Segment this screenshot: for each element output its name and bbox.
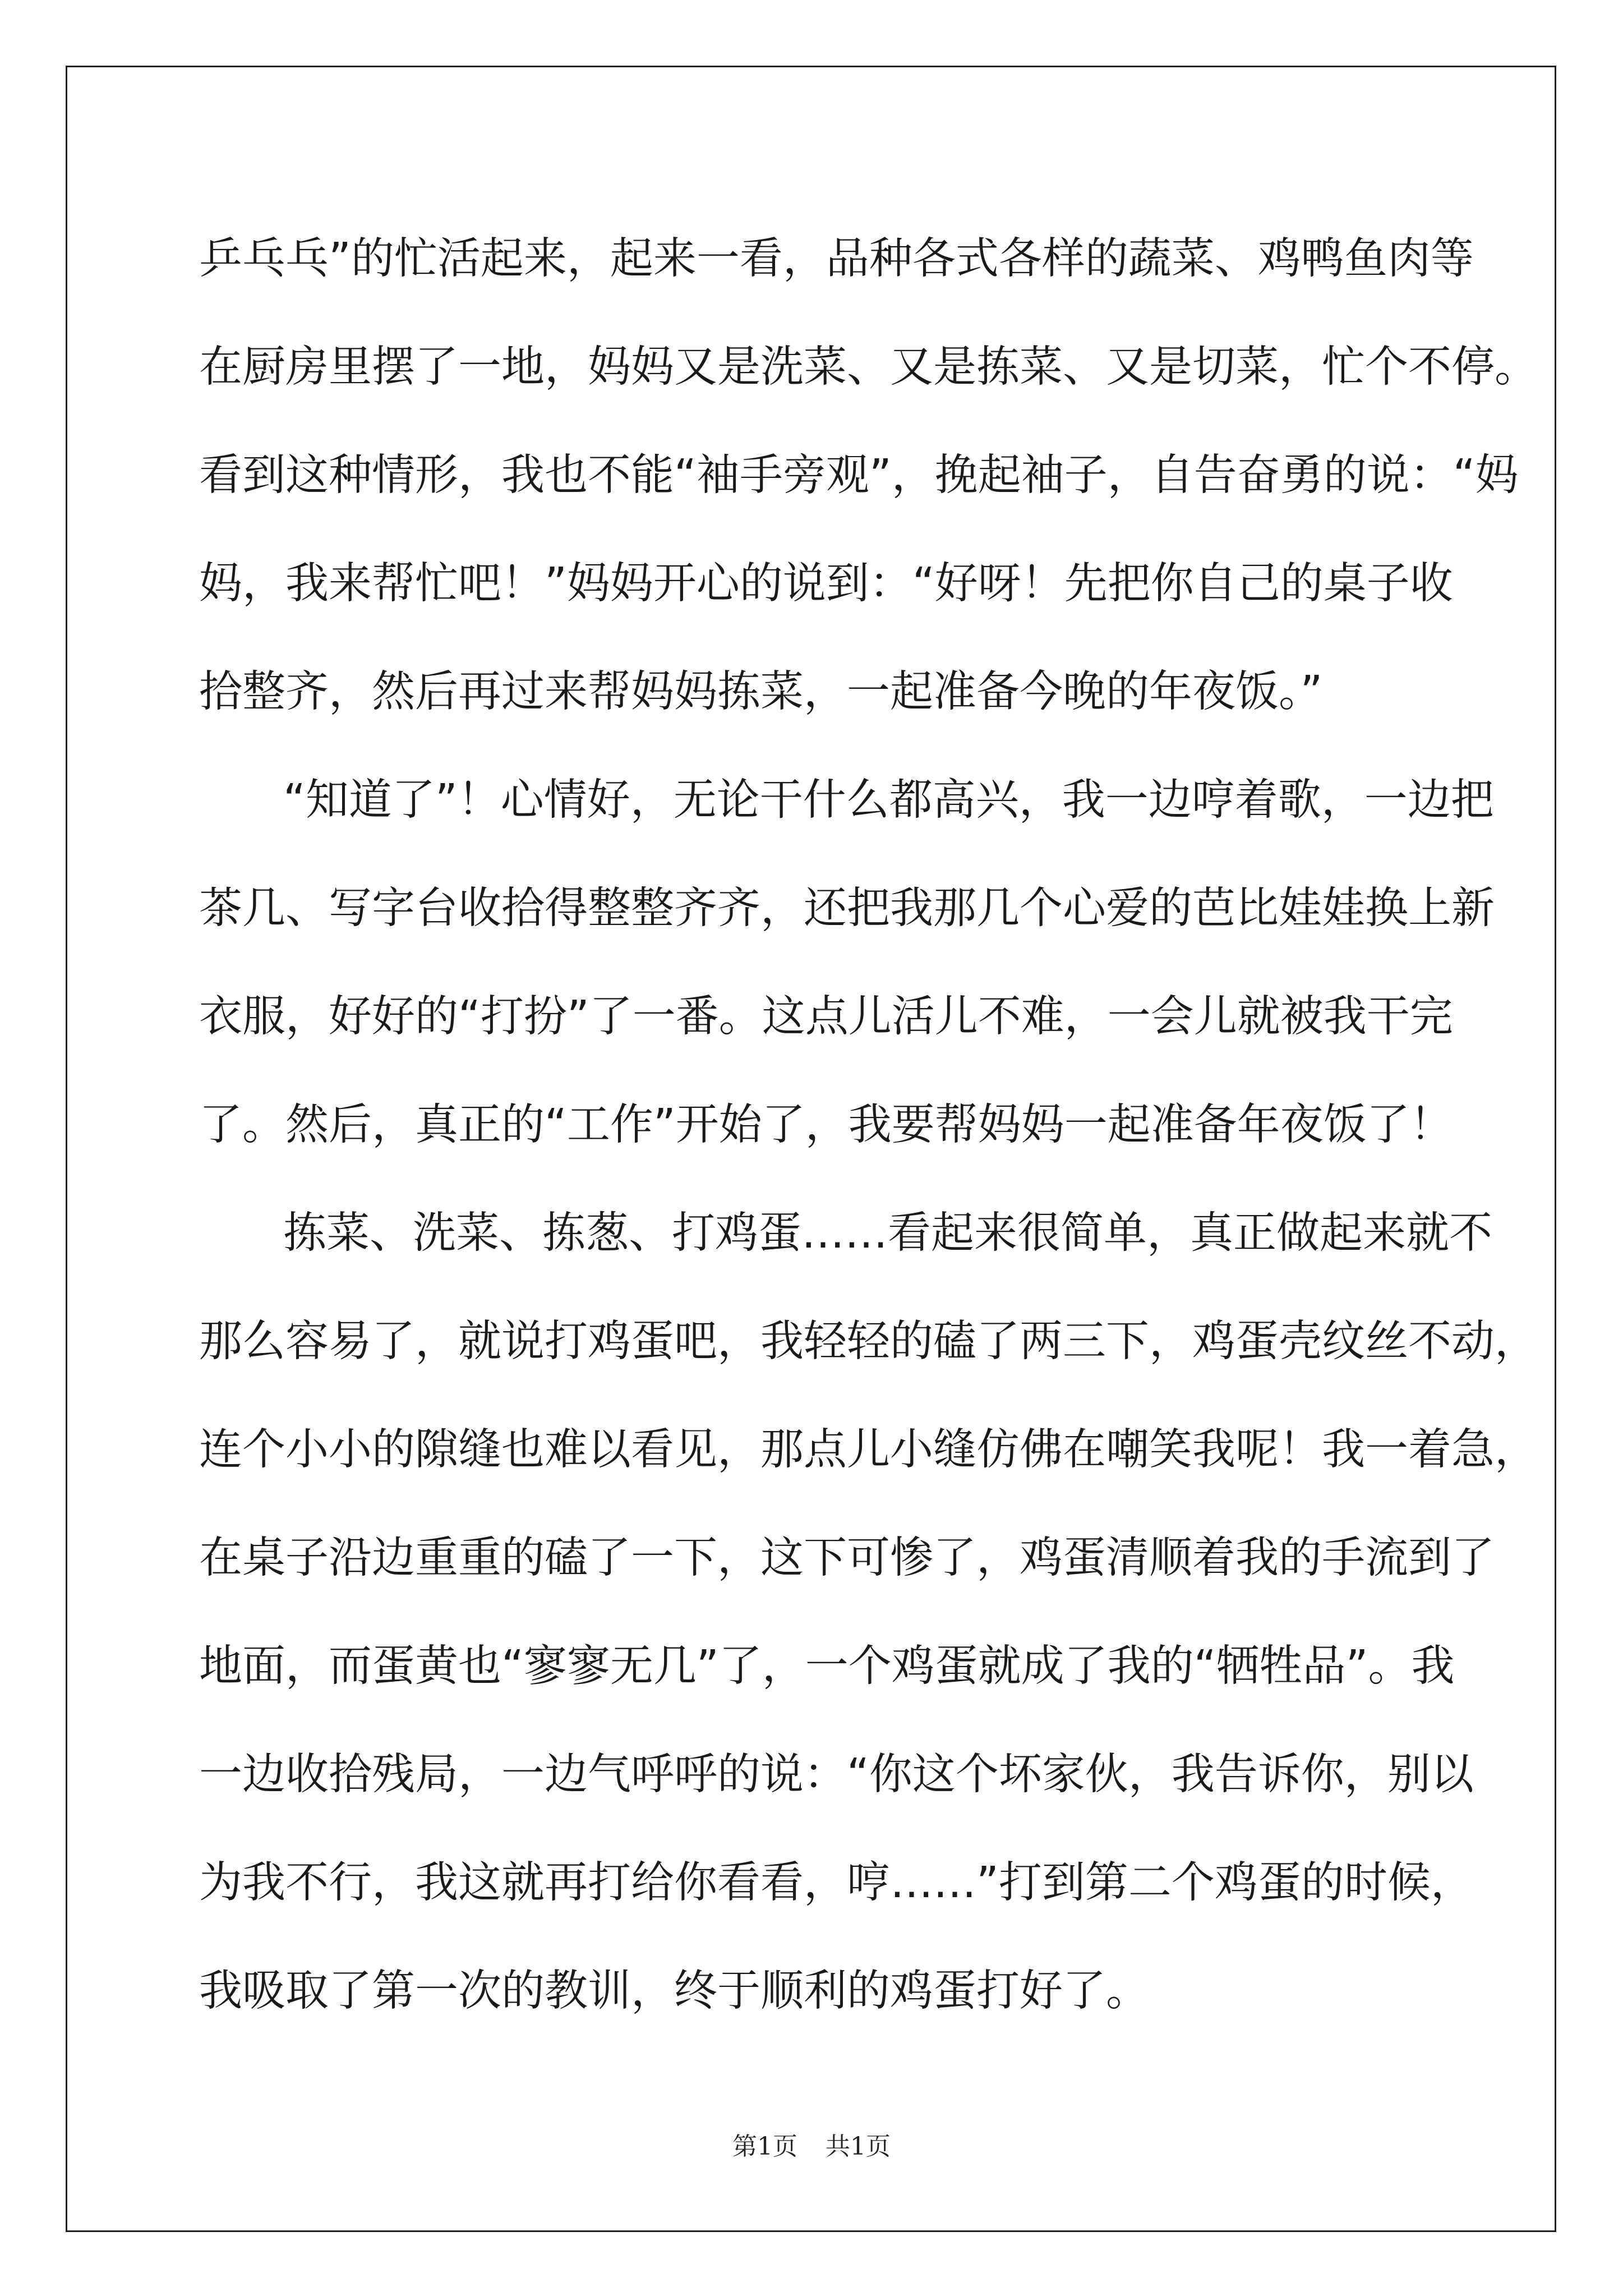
text-line: 拣菜、洗菜、拣葱、打鸡蛋……看起来很简单，真正做起来就不 (283, 1208, 1492, 1258)
text-line: 乒乓乓”的忙活起来，起来一看，品种各式各样的蔬菜、鸡鸭鱼肉等 (199, 234, 1474, 284)
text-line: 妈，我来帮忙吧！”妈妈开心的说到：“好呀！先把你自己的桌子收 (199, 559, 1453, 609)
text-line: 在桌子沿边重重的磕了一下，这下可惨了，鸡蛋清顺着我的手流到了 (199, 1533, 1495, 1583)
text-line: 衣服，好好的“打扮”了一番。这点儿活儿不难，一会儿就被我干完 (199, 992, 1453, 1042)
text-line: 那么容易了，就说打鸡蛋吧，我轻轻的磕了两三下，鸡蛋壳纹丝不动， (199, 1317, 1538, 1366)
text-line: 连个小小的隙缝也难以看见，那点儿小缝仿佛在嘲笑我呢！我一着急， (199, 1425, 1538, 1475)
page-number: 第1页 (732, 2132, 797, 2161)
text-line: 一边收拾残局，一边气呼呼的说：“你这个坏家伙，我告诉你，别以 (199, 1750, 1474, 1800)
page-footer (0, 2126, 1623, 2162)
text-line: “知道了”！心情好，无论干什么都高兴，我一边哼着歌，一边把 (283, 775, 1494, 825)
text-line: 拾整齐，然后再过来帮妈妈拣菜，一起准备今晚的年夜饭。” (199, 667, 1323, 717)
text-line: 为我不行，我这就再打给你看看，哼……”打到第二个鸡蛋的时候， (199, 1858, 1474, 1908)
text-line: 茶几、写字台收拾得整整齐齐，还把我那几个心爱的芭比娃娃换上新 (199, 884, 1495, 933)
text-line: 了。然后，真正的“工作”开始了，我要帮妈妈一起准备年夜饭了！ (199, 1100, 1453, 1150)
document-body (199, 205, 1538, 2045)
text-line: 地面，而蛋黄也“寥寥无几”了，一个鸡蛋就成了我的“牺牲品”。我 (199, 1641, 1455, 1691)
text-line: 我吸取了第一次的教训，终于顺利的鸡蛋打好了。 (199, 1966, 1149, 2016)
text-line: 看到这种情形，我也不能“袖手旁观”，挽起袖子，自告奋勇的说：“妈 (199, 450, 1519, 500)
page-total: 共1页 (826, 2132, 891, 2161)
text-line: 在厨房里摆了一地，妈妈又是洗菜、又是拣菜、又是切菜，忙个不停。 (199, 342, 1538, 392)
